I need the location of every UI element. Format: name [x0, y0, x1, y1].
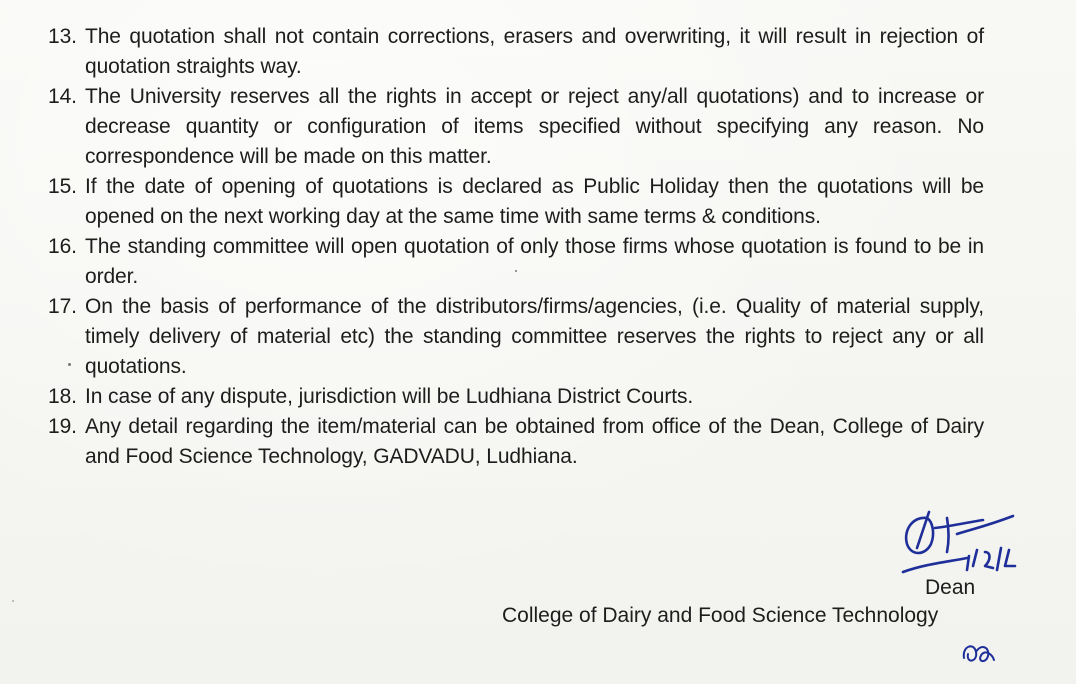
clause-number: 17.: [48, 295, 77, 318]
clause-item: [48, 172, 984, 232]
clause-item: [48, 382, 984, 412]
clause-list: [48, 22, 984, 472]
clause-text: In case of any dispute, jurisdiction will be Ludhiana District Courts.: [85, 385, 694, 408]
scan-speck: [68, 363, 71, 366]
clause-item: [48, 232, 984, 292]
signature-block: [500, 500, 1040, 684]
signature-date: 4/7/24: [967, 574, 970, 575]
clause-number: 15.: [48, 175, 77, 198]
scan-speck: [12, 600, 14, 602]
initial-mark: [958, 636, 998, 670]
clause-number: 19.: [48, 415, 77, 438]
clause-item: [48, 292, 984, 382]
clause-number: 16.: [48, 235, 77, 258]
clause-number: 18.: [48, 385, 77, 408]
clause-text: The University reserves all the rights in accept or reject any/all quotations) and to increase or decrease quantity or configuration of items specified without specifying any reason. No correspondence will be made on this matter.: [85, 85, 984, 168]
clause-text: The standing committee will open quotation of only those firms whose quotation is found to be in order.: [85, 235, 984, 288]
clause-text: On the basis of performance of the distributors/firms/agencies, (i.e. Quality of material supply, timely delivery of material etc) the standing committee reserves the rights to reject any or all quotations.: [85, 295, 984, 378]
clause-text: The quotation shall not contain corrections, erasers and overwriting, it will result in rejection of quotation straights way.: [85, 25, 984, 78]
clause-number: 14.: [48, 85, 77, 108]
clause-item: [48, 82, 984, 172]
clause-text: If the date of opening of quotations is declared as Public Holiday then the quotations will be opened on the next working day at the same time with same terms & conditions.: [85, 175, 984, 228]
clause-item: [48, 412, 984, 472]
signatory-title: Dean: [925, 576, 976, 599]
clause-text: Any detail regarding the item/material can be obtained from office of the Dean, College of Dairy and Food Science Technology, GADVADU, Ludhiana.: [85, 415, 984, 468]
college-name: College of Dairy and Food Science Technology: [502, 604, 939, 627]
clause-item: [48, 22, 984, 82]
scan-speck: [515, 270, 517, 272]
clause-number: 13.: [48, 25, 77, 48]
